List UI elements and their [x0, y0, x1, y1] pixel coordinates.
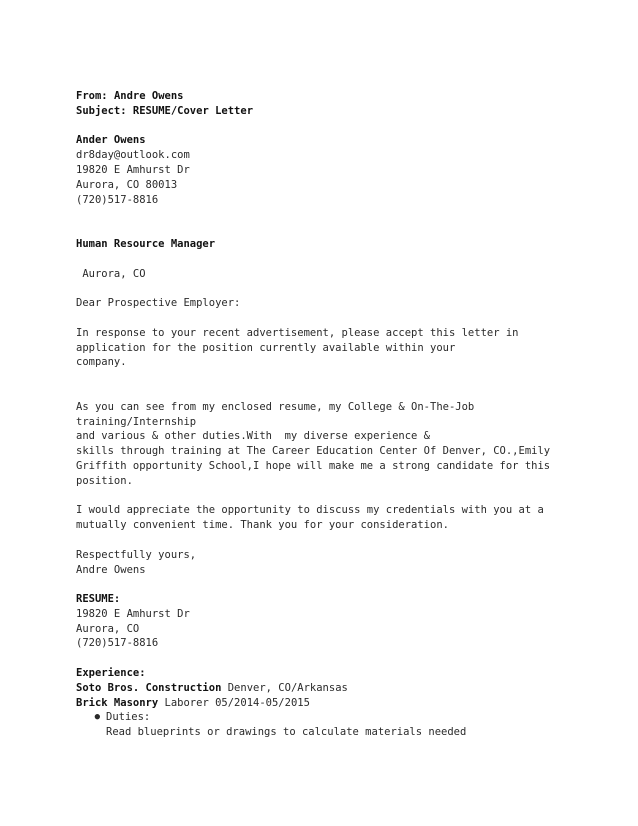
- signature: Andre Owens: [76, 563, 146, 576]
- closing: Respectfully yours,: [76, 548, 197, 561]
- position-line: [76, 696, 596, 711]
- document-page: [76, 89, 596, 740]
- recipient-title: Human Resource Manager: [76, 237, 216, 250]
- paragraph-3-line: mutually convenient time. Thank you for your consideration.: [76, 519, 449, 532]
- paragraph-2-line: Griffith opportunity School,I hope will make me a strong candidate for this: [76, 459, 551, 472]
- paragraph-3: [76, 503, 596, 533]
- paragraph-2-line: As you can see from my enclosed resume, my College & On-The-Job: [76, 400, 475, 413]
- sender-street: 19820 E Amhurst Dr: [76, 163, 190, 176]
- paragraph-2-line: skills through training at The Career Education Center Of Denver, CO.,Emily: [76, 445, 551, 458]
- paragraph-3-line: I would appreciate the opportunity to discuss my credentials with you at a: [76, 504, 544, 517]
- resume-city: Aurora, CO: [76, 622, 140, 635]
- experience-heading: Experience:: [76, 667, 146, 680]
- employer-line: [76, 681, 596, 696]
- paragraph-1: [76, 326, 596, 370]
- paragraph-2: [76, 400, 596, 489]
- position-name: Brick Masonry: [76, 696, 159, 709]
- sender-email: dr8day@outlook.com: [76, 149, 190, 162]
- sender-phone: (720)517-8816: [76, 193, 159, 206]
- paragraph-2-line: position.: [76, 474, 133, 487]
- resume-street: 19820 E Amhurst Dr: [76, 607, 190, 620]
- recipient-city: Aurora, CO: [76, 267, 146, 280]
- resume-phone: (720)517-8816: [76, 637, 159, 650]
- from-label: From:: [76, 90, 108, 102]
- subject-line: [76, 104, 596, 119]
- from-name: Andre Owens: [113, 90, 184, 102]
- salutation: Dear Prospective Employer:: [76, 297, 241, 310]
- subject-label: Subject:: [76, 104, 127, 117]
- sender-name: Ander Owens: [76, 134, 146, 147]
- position-detail: Laborer 05/2014-05/2015: [158, 696, 310, 709]
- paragraph-1-line: application for the position currently available within your: [76, 341, 456, 354]
- sender-city: Aurora, CO 80013: [76, 178, 178, 191]
- resume-heading: RESUME:: [76, 593, 121, 606]
- paragraph-1-line: In response to your recent advertisement, please accept this letter in: [76, 326, 519, 339]
- paragraph-1-line: company.: [76, 356, 127, 369]
- employer-name: Soto Bros. Construction: [76, 681, 222, 694]
- duties-label: Duties:: [106, 711, 151, 724]
- paragraph-2-line: and various & other duties.With my diverse experience &: [76, 430, 431, 443]
- from-line: [76, 89, 596, 104]
- paragraph-2-line: training/Internship: [76, 415, 197, 428]
- subject-value: RESUME/Cover Letter: [132, 104, 254, 117]
- bullet-icon: ●: [94, 712, 100, 723]
- duties-list-item: [76, 710, 596, 725]
- duty-item: Read blueprints or drawings to calculate materials needed: [106, 726, 467, 739]
- employer-location: Denver, CO/Arkansas: [221, 681, 348, 694]
